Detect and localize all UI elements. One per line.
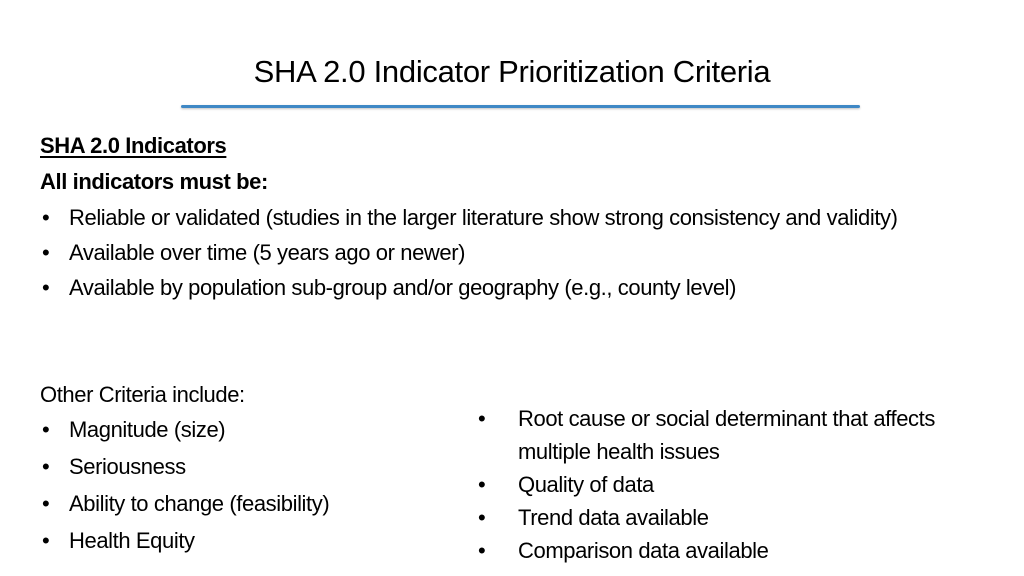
requirement-heading: All indicators must be: — [40, 169, 268, 194]
list-item-text: Comparison data available — [518, 538, 769, 563]
list-item-text: Available over time (5 years ago or newer) — [69, 240, 466, 265]
required-criteria-list — [40, 202, 940, 303]
bullet-icon: • — [478, 538, 486, 563]
list-item — [40, 524, 460, 557]
list-item — [40, 450, 460, 483]
list-item-text: Quality of data — [518, 472, 654, 497]
bullet-icon: • — [42, 454, 50, 479]
list-item-text: Trend data available — [518, 505, 709, 530]
bullet-icon: • — [42, 491, 50, 516]
list-item-text: Ability to change (feasibility) — [69, 491, 330, 516]
list-item-text: Available by population sub-group and/or geography (e.g., county level) — [69, 275, 737, 300]
list-item — [478, 501, 998, 534]
bullet-icon: • — [42, 240, 50, 265]
bullet-icon: • — [42, 528, 50, 553]
list-item — [40, 487, 460, 520]
list-item-text: Seriousness — [69, 454, 186, 479]
list-item-text: Health Equity — [69, 528, 195, 553]
other-criteria-left-section — [40, 377, 460, 561]
list-item — [40, 237, 940, 268]
other-criteria-left-list — [40, 413, 460, 557]
list-item — [40, 272, 940, 303]
list-item — [478, 468, 998, 501]
bullet-icon: • — [478, 472, 486, 497]
bullet-icon: • — [42, 275, 50, 300]
bullet-icon: • — [478, 505, 486, 530]
list-item-text: Magnitude (size) — [69, 417, 226, 442]
required-criteria-section — [40, 128, 940, 307]
list-item-text: Root cause or social determinant that affects multiple health issues — [518, 406, 935, 464]
title-underline-rule — [181, 105, 860, 108]
bullet-icon: • — [42, 205, 50, 230]
list-item — [40, 413, 460, 446]
list-item-text: Reliable or validated (studies in the larger literature show strong consistency and validity) — [69, 205, 898, 230]
other-criteria-heading: Other Criteria include: — [40, 382, 245, 407]
list-item — [40, 202, 940, 233]
other-criteria-right-list — [478, 402, 998, 567]
bullet-icon: • — [42, 417, 50, 442]
list-item — [478, 402, 998, 468]
section-heading: SHA 2.0 Indicators — [40, 133, 227, 158]
other-criteria-right-section — [478, 402, 998, 567]
bullet-icon: • — [478, 406, 486, 431]
list-item — [478, 534, 998, 567]
slide-title: SHA 2.0 Indicator Prioritization Criteria — [253, 54, 771, 89]
